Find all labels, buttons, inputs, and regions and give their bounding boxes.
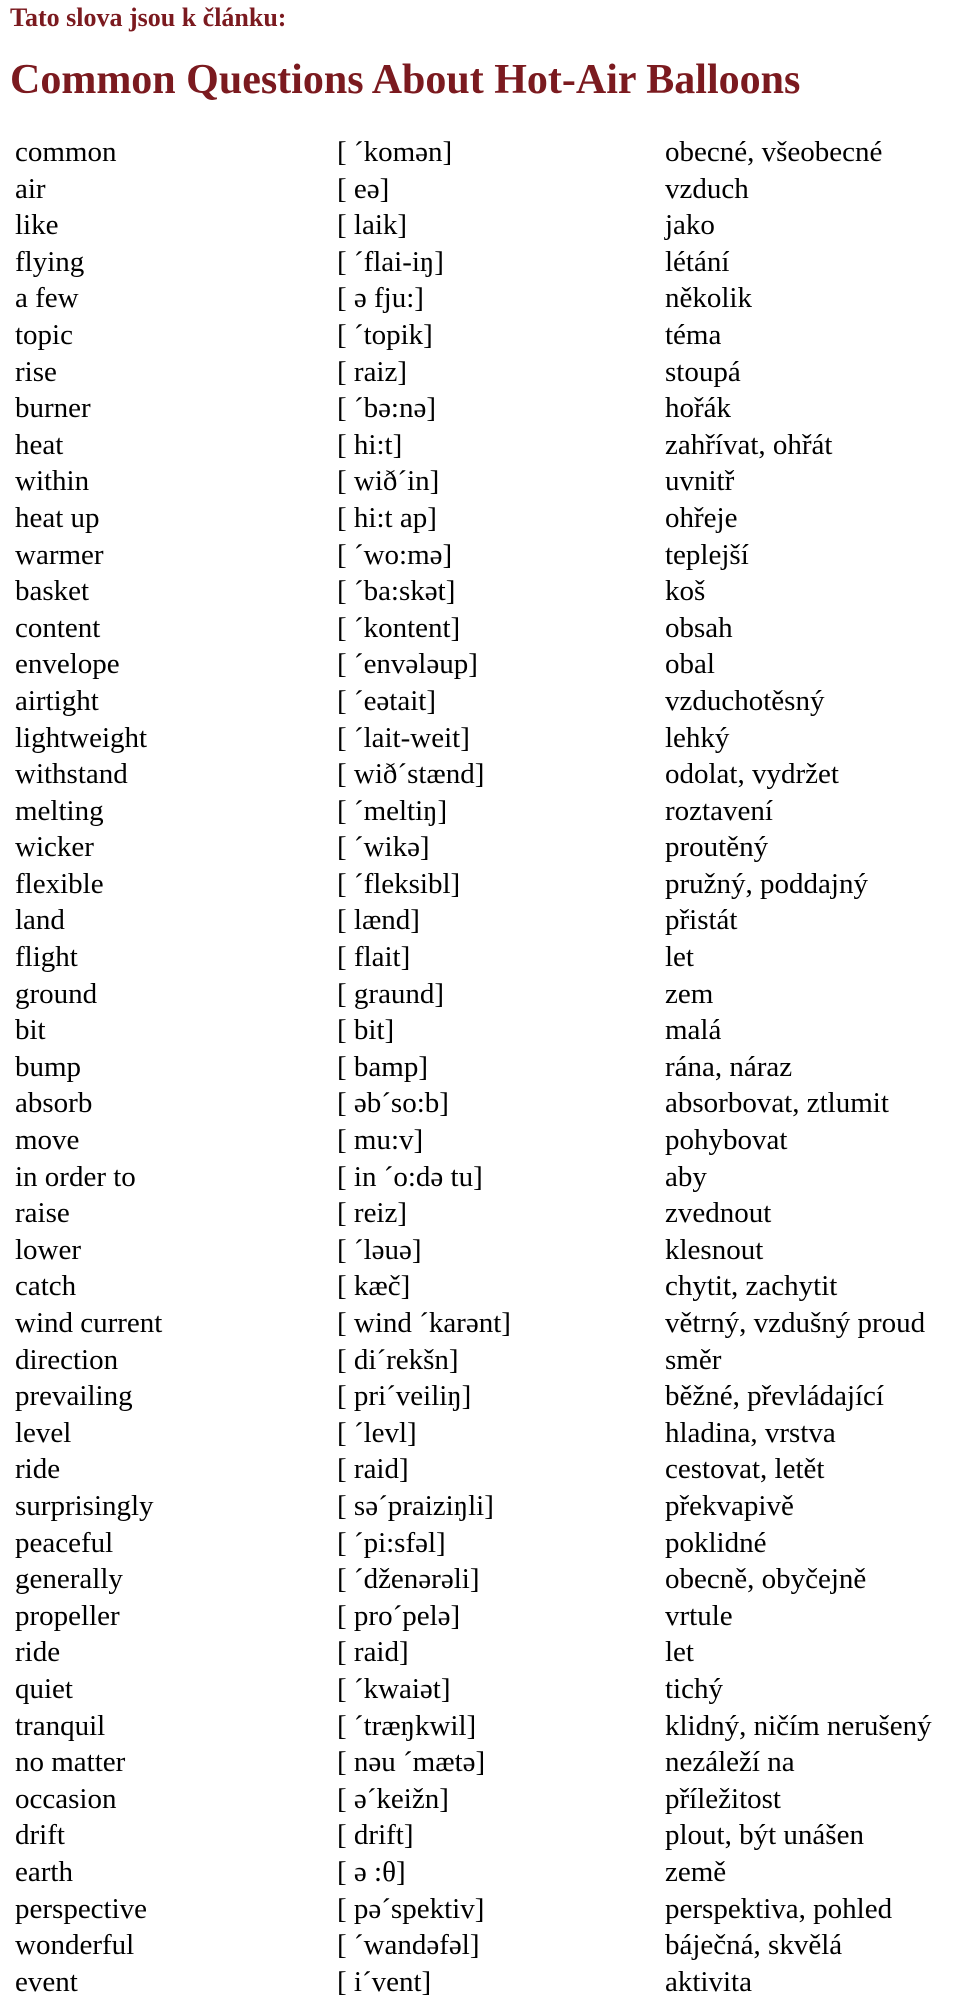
vocab-pronunciation: [ hi:t ap] — [337, 501, 437, 534]
vocab-pronunciation: [ wið´stænd] — [337, 758, 485, 791]
vocab-translation: obecné, všeobecné — [665, 136, 883, 168]
vocab-pronunciation: [ pə´spektiv] — [337, 1892, 485, 1925]
vocab-pronunciation: [ i´vent] — [337, 1965, 432, 1998]
vocab-pronunciation: [ ´levl] — [337, 1416, 417, 1449]
vocab-word: move — [15, 1124, 80, 1157]
vocab-pronunciation: [ eə] — [337, 172, 390, 205]
vocab-row — [0, 866, 960, 903]
vocab-row — [0, 1927, 960, 1964]
vocab-row — [0, 317, 960, 354]
vocab-translation: běžné, převládající — [665, 1380, 884, 1413]
vocab-row — [0, 1012, 960, 1049]
vocab-row — [0, 390, 960, 427]
vocab-pronunciation: [ wind ´karənt] — [337, 1307, 511, 1339]
vocab-word: airtight — [15, 684, 99, 717]
vocab-translation: vzduch — [665, 172, 749, 205]
vocab-pronunciation: [ ´pi:sfəl] — [337, 1526, 446, 1559]
vocab-word: warmer — [15, 538, 104, 571]
vocab-translation: hořák — [665, 392, 732, 425]
vocab-row — [0, 939, 960, 976]
vocab-row — [0, 1085, 960, 1122]
vocab-row — [0, 134, 960, 171]
vocab-word: quiet — [15, 1672, 73, 1705]
vocab-row — [0, 463, 960, 500]
vocab-translation: klidný, ničím nerušený — [665, 1709, 932, 1742]
vocab-row — [0, 683, 960, 720]
vocab-word: land — [15, 904, 65, 937]
vocab-translation: hladina, vrstva — [665, 1416, 836, 1449]
vocab-row — [0, 1378, 960, 1415]
vocab-row — [0, 427, 960, 464]
vocab-pronunciation: [ ´lait-weit] — [337, 721, 470, 754]
vocab-word: lightweight — [15, 721, 148, 754]
vocab-translation: koš — [665, 575, 706, 608]
vocab-pronunciation: [ ə :θ] — [337, 1855, 406, 1888]
vocab-row — [0, 1049, 960, 1086]
vocab-word: ride — [15, 1453, 61, 1486]
vocab-pronunciation: [ ə fju:] — [337, 282, 424, 315]
vocab-word: ride — [15, 1636, 61, 1669]
vocab-translation: směr — [665, 1343, 722, 1376]
vocab-row — [0, 1451, 960, 1488]
vocab-word: heat up — [15, 501, 100, 534]
vocab-word: perspective — [15, 1892, 148, 1925]
vocab-row — [0, 1195, 960, 1232]
vocab-pronunciation: [ laik] — [337, 209, 408, 242]
vocab-row — [0, 1232, 960, 1269]
vocab-pronunciation: [ in ´o:də tu] — [337, 1160, 483, 1193]
vocab-row — [0, 1342, 960, 1379]
vocab-translation: vzduchotěsný — [665, 684, 825, 717]
vocab-translation: proutěný — [665, 831, 769, 864]
vocab-row — [0, 793, 960, 830]
vocab-translation: báječná, skvělá — [665, 1929, 843, 1962]
vocab-row — [0, 720, 960, 757]
vocab-word: air — [15, 172, 46, 205]
vocab-word: prevailing — [15, 1380, 133, 1413]
vocab-pronunciation: [ ´komən] — [337, 136, 453, 168]
vocab-row — [0, 354, 960, 391]
vocab-word: lower — [15, 1233, 82, 1266]
vocab-translation: obal — [665, 648, 715, 681]
vocab-row — [0, 1671, 960, 1708]
vocab-translation: stoupá — [665, 355, 741, 388]
vocab-translation: teplejší — [665, 538, 749, 571]
vocab-word: occasion — [15, 1782, 117, 1815]
vocab-translation: roztavení — [665, 794, 773, 827]
vocab-word: no matter — [15, 1746, 126, 1779]
vocab-row — [0, 500, 960, 537]
vocab-row — [0, 1122, 960, 1159]
vocab-row — [0, 610, 960, 647]
vocab-translation: příležitost — [665, 1782, 781, 1815]
vocab-pronunciation: [ ´topik] — [337, 318, 433, 351]
vocab-word: ground — [15, 977, 98, 1010]
vocab-translation: aby — [665, 1160, 707, 1193]
vocab-row — [0, 1159, 960, 1196]
vocab-pronunciation: [ flait] — [337, 941, 411, 974]
vocab-pronunciation: [ pri´veiliŋ] — [337, 1380, 472, 1413]
vocab-pronunciation: [ di´rekšn] — [337, 1343, 459, 1376]
vocab-pronunciation: [ ´bə:nə] — [337, 392, 437, 425]
vocab-pronunciation: [ nəu ´mætə] — [337, 1746, 486, 1779]
vocab-word: surprisingly — [15, 1489, 154, 1522]
vocab-word: melting — [15, 794, 104, 827]
vocab-translation: absorbovat, ztlumit — [665, 1087, 889, 1120]
vocab-pronunciation: [ ´wo:mə] — [337, 538, 453, 571]
vocab-translation: plout, být unášen — [665, 1819, 864, 1852]
vocab-pronunciation: [ ´meltiŋ] — [337, 794, 448, 827]
vocab-pronunciation: [ ´flai-iŋ] — [337, 245, 444, 278]
vocab-pronunciation: [ ´fleksibl] — [337, 867, 461, 900]
vocab-pronunciation: [ ´dženərəli] — [337, 1563, 480, 1596]
vocab-pronunciation: [ ´wikə] — [337, 831, 430, 864]
vocab-translation: let — [665, 941, 694, 974]
vocab-translation: uvnitř — [665, 465, 735, 498]
vocab-row — [0, 1488, 960, 1525]
vocab-translation: zahřívat, ohřát — [665, 428, 833, 461]
vocab-translation: pohybovat — [665, 1124, 788, 1157]
vocab-translation: létání — [665, 245, 730, 278]
vocab-translation: obsah — [665, 611, 733, 644]
vocabulary-table — [0, 134, 960, 2000]
vocab-pronunciation: [ ´wandəfəl] — [337, 1929, 480, 1962]
vocab-word: in order to — [15, 1160, 136, 1193]
vocab-row — [0, 646, 960, 683]
vocab-row — [0, 902, 960, 939]
vocab-row — [0, 573, 960, 610]
vocab-translation: větrný, vzdušný proud — [665, 1307, 926, 1339]
vocab-pronunciation: [ ´kwaiət] — [337, 1672, 451, 1705]
vocab-pronunciation: [ əb´so:b] — [337, 1087, 449, 1120]
vocab-translation: zvednout — [665, 1197, 772, 1230]
vocab-translation: země — [665, 1855, 727, 1888]
vocab-translation: ohřeje — [665, 501, 738, 534]
vocab-word: content — [15, 611, 101, 644]
vocab-translation: poklidné — [665, 1526, 767, 1559]
vocab-word: level — [15, 1416, 72, 1449]
vocab-translation: překvapivě — [665, 1489, 794, 1522]
vocab-translation: několik — [665, 282, 752, 315]
vocab-translation: malá — [665, 1014, 722, 1047]
vocab-word: propeller — [15, 1599, 120, 1632]
vocab-pronunciation: [ ´ləuə] — [337, 1233, 422, 1266]
vocab-pronunciation: [ wið´in] — [337, 465, 440, 498]
vocab-row — [0, 1964, 960, 2000]
vocab-word: topic — [15, 318, 73, 351]
vocab-word: direction — [15, 1343, 119, 1376]
vocab-translation: rána, náraz — [665, 1050, 793, 1083]
vocab-word: bit — [15, 1014, 46, 1047]
vocab-translation: téma — [665, 318, 722, 351]
vocab-translation: zem — [665, 977, 714, 1010]
vocab-word: absorb — [15, 1087, 93, 1120]
vocab-word: common — [15, 136, 117, 168]
vocab-word: like — [15, 209, 59, 242]
vocab-pronunciation: [ lænd] — [337, 904, 420, 937]
vocab-row — [0, 1561, 960, 1598]
vocab-pronunciation: [ hi:t] — [337, 428, 403, 461]
vocab-row — [0, 1634, 960, 1671]
vocab-pronunciation: [ mu:v] — [337, 1124, 424, 1157]
vocab-row — [0, 976, 960, 1013]
vocab-word: flying — [15, 245, 85, 278]
vocab-translation: lehký — [665, 721, 730, 754]
vocab-word: catch — [15, 1270, 77, 1303]
vocab-row — [0, 1891, 960, 1928]
vocab-row — [0, 1305, 960, 1342]
vocab-row — [0, 1744, 960, 1781]
vocab-word: basket — [15, 575, 90, 608]
vocab-row — [0, 1598, 960, 1635]
vocab-word: envelope — [15, 648, 120, 681]
vocab-pronunciation: [ raid] — [337, 1453, 409, 1486]
vocab-translation: nezáleží na — [665, 1746, 795, 1779]
vocab-pronunciation: [ bamp] — [337, 1050, 428, 1083]
vocab-row — [0, 537, 960, 574]
vocab-word: earth — [15, 1855, 73, 1888]
vocab-translation: obecně, obyčejně — [665, 1563, 867, 1596]
vocab-translation: odolat, vydržet — [665, 758, 839, 791]
vocab-word: wonderful — [15, 1929, 135, 1962]
vocab-word: withstand — [15, 758, 128, 791]
vocab-pronunciation: [ ə´keižn] — [337, 1782, 449, 1815]
vocab-word: flexible — [15, 867, 104, 900]
vocab-word: tranquil — [15, 1709, 106, 1742]
vocab-row — [0, 207, 960, 244]
vocab-translation: klesnout — [665, 1233, 764, 1266]
vocab-translation: cestovat, letět — [665, 1453, 825, 1486]
vocab-word: wind current — [15, 1307, 163, 1339]
vocab-row — [0, 1781, 960, 1818]
vocab-translation: pružný, poddajný — [665, 867, 868, 900]
vocab-row — [0, 1817, 960, 1854]
vocab-translation: chytit, zachytit — [665, 1270, 838, 1303]
vocab-word: burner — [15, 392, 91, 425]
vocab-row — [0, 756, 960, 793]
vocab-word: peaceful — [15, 1526, 114, 1559]
vocab-row — [0, 1854, 960, 1891]
vocab-word: a few — [15, 282, 79, 315]
vocab-pronunciation: [ ´eətait] — [337, 684, 437, 717]
vocab-pronunciation: [ raiz] — [337, 355, 408, 388]
vocab-pronunciation: [ ´ba:skət] — [337, 575, 456, 608]
vocab-pronunciation: [ ´kontent] — [337, 611, 461, 644]
page-title: Common Questions About Hot-Air Balloons — [10, 57, 801, 103]
vocab-translation: let — [665, 1636, 694, 1669]
vocab-pronunciation: [ ´envələup] — [337, 648, 478, 681]
vocab-pronunciation: [ pro´pelə] — [337, 1599, 461, 1632]
vocab-word: generally — [15, 1563, 123, 1596]
vocab-pronunciation: [ raid] — [337, 1636, 409, 1669]
vocab-word: bump — [15, 1050, 82, 1083]
vocab-translation: vrtule — [665, 1599, 733, 1632]
vocab-row — [0, 1415, 960, 1452]
vocab-translation: aktivita — [665, 1965, 752, 1998]
vocab-row — [0, 1268, 960, 1305]
vocab-word: raise — [15, 1197, 70, 1230]
vocab-word: flight — [15, 941, 78, 974]
vocab-word: heat — [15, 428, 64, 461]
vocab-row — [0, 171, 960, 208]
vocab-pronunciation: [ drift] — [337, 1819, 414, 1852]
vocab-pronunciation: [ kæč] — [337, 1270, 411, 1303]
vocab-pronunciation: [ bit] — [337, 1014, 395, 1047]
vocab-word: drift — [15, 1819, 65, 1852]
vocab-pronunciation: [ graund] — [337, 977, 445, 1010]
vocab-row — [0, 244, 960, 281]
vocab-row — [0, 280, 960, 317]
vocab-word: event — [15, 1965, 78, 1998]
vocab-row — [0, 829, 960, 866]
vocab-translation: jako — [665, 209, 715, 242]
vocab-pronunciation: [ ´træŋkwil] — [337, 1709, 477, 1742]
vocab-word: rise — [15, 355, 57, 388]
vocab-translation: perspektiva, pohled — [665, 1892, 893, 1925]
vocab-word: within — [15, 465, 90, 498]
vocab-row — [0, 1525, 960, 1562]
vocab-translation: tichý — [665, 1672, 723, 1705]
vocab-pronunciation: [ reiz] — [337, 1197, 408, 1230]
vocab-translation: přistát — [665, 904, 738, 937]
vocab-word: wicker — [15, 831, 94, 864]
page-subtitle: Tato slova jsou k článku: — [10, 3, 287, 32]
vocab-row — [0, 1708, 960, 1745]
vocab-pronunciation: [ sə´praiziŋli] — [337, 1489, 494, 1522]
